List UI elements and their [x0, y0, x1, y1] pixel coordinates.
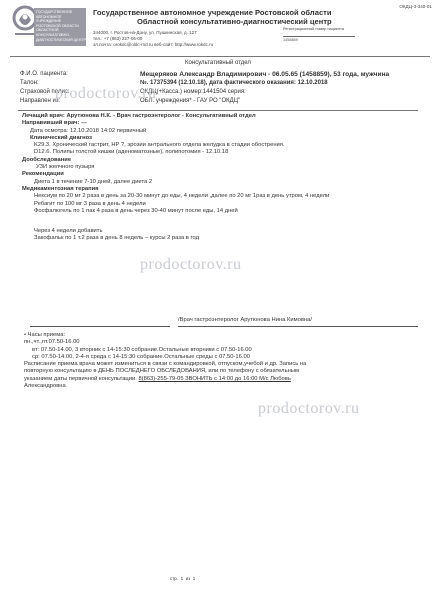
address-line: 344000, г. Ростов-на-Дону, ул. Пушкинская, д. 127 — [93, 30, 197, 35]
watermark: prodoctorov.ru — [140, 256, 242, 273]
schedule-note: повторную консультацию в ДЕНЬ ПОСЛЕДНЕГО ОБСЛЕДОВАНИЯ, или по телефону с обязательным — [24, 368, 299, 375]
header-divider — [10, 56, 430, 57]
attending-doctor: Лечащий врач: Арутюнова Н.К. - Врач гастроэнтеролог - Консультативный отдел — [22, 113, 256, 119]
insurance-label: Страховой полис: — [20, 89, 70, 95]
page-number: стр. 1 из 1 — [170, 576, 196, 581]
reg-number: 1458859 — [283, 38, 298, 42]
contact-line: эл.почта: orokdc@oldc-rnd.ru веб-сайт: http://www.rokdc.ru — [93, 42, 214, 48]
schedule-title: • Часы приема: — [24, 332, 66, 338]
form-code: ОКДЦ-3-340-01 — [399, 4, 432, 9]
therapy-item: Нексиум по 20 мг 2 раза в день за 20-30 минут до еды, 4 недели ,далее по 20 мг 1раз в день утром, 4 недели — [34, 193, 330, 200]
signature-line — [30, 326, 170, 327]
diagnosis-item: D12.6. Полипы толстой кишки (аденоматозные), полипотомия - 12.10.18 — [34, 149, 229, 156]
diagnosis-heading: Клинический диагноз — [30, 134, 92, 141]
therapy-item: Закофальк по 1 т.2 раза в день 8 недель – курсы 2 раза в год — [34, 235, 199, 242]
appointment-phone: 8(863)-255-79-05 ЗВОНИТЬ с 14:00 до 16:00 М/с Любовь — [138, 375, 291, 382]
referred-from-value: ОБЛ. учреждения* - ГАУ РО "ОКДЦ" — [140, 98, 241, 104]
therapy-item: Фосфалюгель по 1 пак 4 раза в день через 30-40 минут после еды, 14 дней — [34, 207, 238, 214]
phone-line: тел.: +7 (863) 227-06-00 — [93, 36, 143, 42]
schedule-line: ср: 07.50-14.00, 2-4-я среда с 14-15:30 собрание.Остальные среды с 07.50-16.00 — [32, 353, 250, 360]
info-divider — [18, 110, 418, 111]
doctor-signature: /Врач гастроэнтеролог Арутюнова Нина Кимовна/ — [178, 317, 312, 323]
recommendations-heading: Рекомендации — [22, 171, 64, 178]
reception-schedule — [24, 332, 424, 390]
referred-from-label: Направлен из: — [20, 98, 61, 104]
schedule-note: Расписание приема врача может измениться в связи с командировкой, отпуском,учебой и др. Запись на — [24, 361, 307, 368]
insurance-value: ОКДЦ(+Касса.) номер:1441504 серия: — [140, 89, 246, 95]
watermark: prodoctorov.ru — [55, 85, 157, 102]
department-title: Консультативный отдел — [185, 60, 251, 66]
schedule-line: вт: 07.50-14.00, 3 вторник с 14-15:30 собрание.Остальные вторники с 07.50-16.00 — [32, 346, 252, 353]
org-title-line2: Областной консультативно-диагностический центр — [137, 17, 332, 26]
org-address — [93, 30, 263, 49]
therapy-heading: Медикаментозная терапия — [22, 185, 99, 192]
ticket-label: Талон: — [20, 80, 39, 86]
exam-item: УЗИ желчного пузыря — [36, 164, 95, 171]
therapy-item: Ребагит по 100 мг 3 раза в день 4 недели — [34, 200, 146, 207]
schedule-note: указанием даты первичной консультации. 8(863)-255-79-05 ЗВОНИТЬ с 14:00 до 16:00 М/с Любовь — [24, 375, 291, 382]
reg-line — [283, 31, 355, 37]
registration-box — [283, 27, 355, 42]
referring-doctor: Направивший врач: --- — [22, 120, 87, 127]
ticket-value: №. 17375394 (12.10.18), дата фактического оказания: 12.10.2018 — [140, 80, 328, 86]
schedule-line: пн.,чт.,пт.07.50-16.00 — [24, 339, 80, 346]
therapy-item: Через 4 недели добавить — [34, 228, 103, 235]
therapy-spacer — [22, 215, 432, 228]
patient-name-label: Ф.И.О. пациента: — [20, 71, 68, 77]
bullet-icon: • — [24, 332, 28, 338]
recommendation-item: Диета 1 в течение 7-10 дней, далее диета 2 — [34, 178, 153, 185]
watermark: prodoctorov.ru — [258, 400, 360, 417]
exam-heading: Дообследование — [22, 156, 72, 163]
diagnosis-item: K29.3. Хронический гастрит, HP ?, эрозии антрального отдела желудка в стадии обострения. — [34, 142, 285, 149]
visit-date: Дата осмотра: 12.10.2018 14:02 первичный — [30, 127, 147, 134]
signature-underline — [178, 326, 418, 327]
consultation-body — [22, 113, 432, 243]
schedule-note: Александровна — [24, 383, 66, 390]
patient-name-value: Мещеряков Александр Владимирович - 06.05.65 (1458859), 53 года, мужчина — [140, 71, 390, 78]
reg-caption: Регистрационный номер пациента — [283, 27, 344, 31]
logo-text: ГОСУДАРСТВЕННОЕ АВТОНОМНОЕ УЧРЕЖДЕНИЕ РОСТОВСКОЙ ОБЛАСТИ ОБЛАСТНОЙ КОНСУЛЬТАТИВНО-ДИАГНОСТИЧЕСКИЙ ЦЕНТР — [36, 10, 86, 42]
org-title-line1: Государственное автономное учреждение Ростовской области — [93, 8, 332, 17]
